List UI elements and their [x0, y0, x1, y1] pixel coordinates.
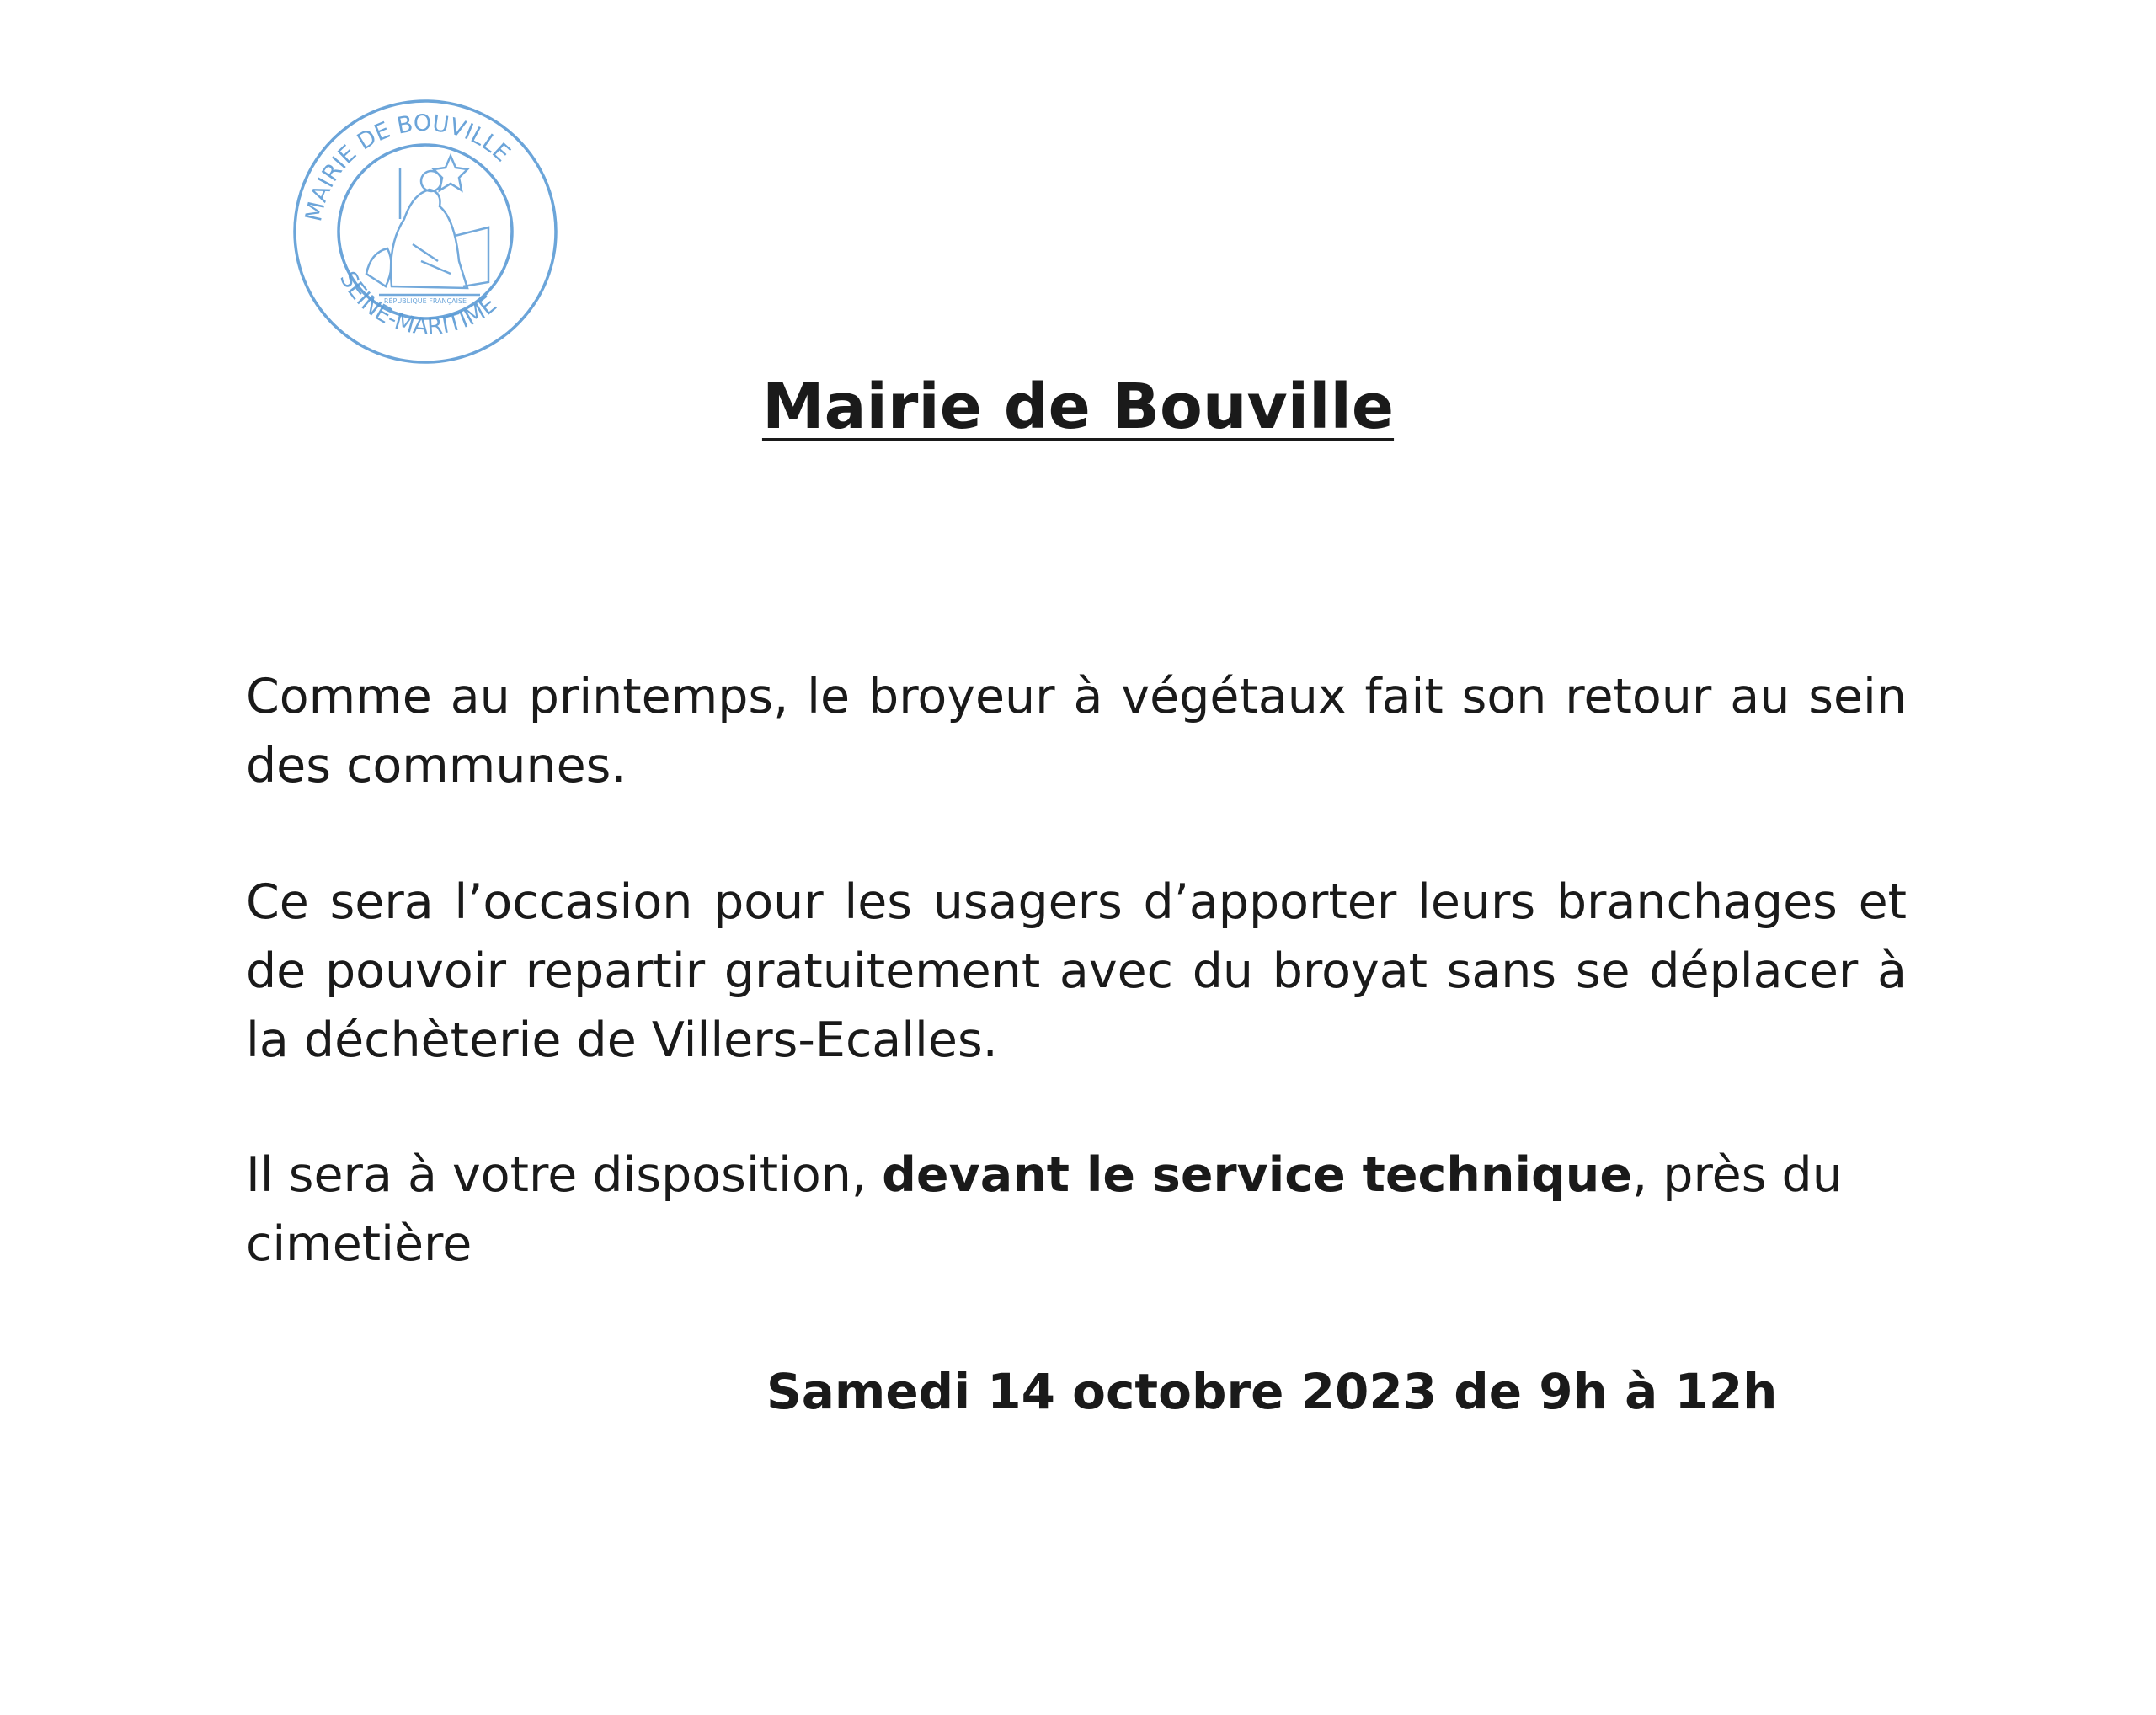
- paragraph-location: [246, 1141, 1907, 1279]
- location-text-after: , près du cimetière: [246, 1147, 1843, 1272]
- location-emphasis: devant le service technique: [882, 1147, 1633, 1203]
- svg-text:SEINE-MARITIME: SEINE-MARITIME: [334, 267, 502, 340]
- event-date: Samedi 14 octobre 2023 de 9h à 12h: [766, 1363, 1778, 1420]
- title-text: Mairie de Bouville: [761, 371, 1395, 443]
- svg-text:MAIRIE DE BOUVILLE: MAIRIE DE BOUVILLE: [301, 110, 515, 224]
- mairie-seal-stamp: [286, 93, 564, 371]
- paragraph-occasion: Ce sera l’occasion pour les usagers d’apporter leurs branchages et de pouvoir repartir gratuitement avec du broyat sans se déplacer à la déchèterie de Villers-Ecalles.: [246, 874, 1907, 1068]
- svg-text:RÉPUBLIQUE FRANÇAISE: RÉPUBLIQUE FRANÇAISE: [383, 297, 467, 305]
- page-title: [0, 371, 2156, 443]
- location-text-before: Il sera à votre disposition,: [246, 1147, 883, 1203]
- paragraph-intro: Comme au printemps, le broyeur à végétaux fait son retour au sein des communes.: [246, 669, 1907, 793]
